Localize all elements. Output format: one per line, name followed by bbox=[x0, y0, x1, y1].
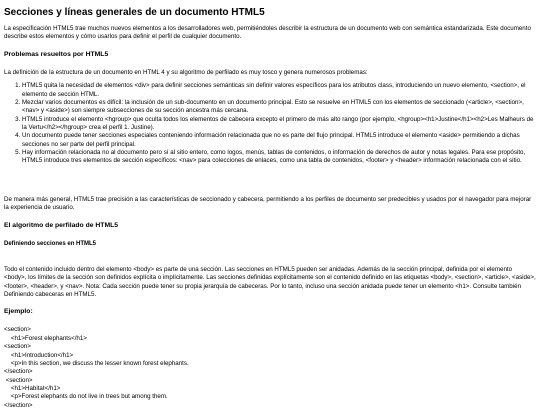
algorithm-body: Todo el contenido incluido dentro del elemento <body> es parte de una sección. Las secciones en HTML5 pueden ser anidadas. Además de la sección principal, definida por el elemento <body>, los límites de la sección son definidos explícita o implícitamente. Las secciones definidas explícitamente son el contenido definido en las etiquetas <body>, <section>, <article>, <aside>, <footer>, <header>, y <nav>. Nota: Cada sección puede tener su propia jerarquía de cabeceras. Por lo tanto, incluso una sección anidada puede tener un elemento <h1>. Consulte también Definiendo cabeceras en HTML5. bbox=[4, 265, 536, 298]
problems-lead: La definición de la estructura de un documento en HTML 4 y su algoritmo de perfilado es muy tosco y genera numerosos problemas: bbox=[4, 68, 368, 76]
list-item: 4. Un documento puede tener secciones especiales conteniendo información relacionada que no es parte del flujo principal. HTML5 introduce el elemento <aside> permitiendo a dichas secciones no ser parte del perfil principal. bbox=[22, 132, 536, 149]
code-example bbox=[4, 326, 536, 410]
list-item: 5. Hay información relacionada no al documento pero sí al sitio entero, como logos, menús, tablas de contenidos, o información de derechos de autor y notas legales. Para ese propósito, HTML5 introduce tres elementos de sección específicos: <nav> para colecciones de enlaces, como una tabla de contenidos, <footer> y <header> información relacionada con el sitio. bbox=[22, 149, 536, 166]
algorithm-subheading: Definiendo secciones en HTML5 bbox=[4, 240, 97, 247]
code-text: <section> <h1>Forest elephants</h1> <section> <h1>Introduction</h1> <p>In this section, we discuss the lesser known forest elephants. </section> <section> <h1>Habitat</h1> <p>Forest elephants do not live in trees but among them. </section> bbox=[4, 326, 189, 409]
problems-closing: De manera más general, HTML5 trae precisión a las características de seccionado y cabecera, permitiendo a los perfiles de documento ser predecibles y usados por el navegador para mejorar la experiencia de usuario. bbox=[4, 195, 532, 212]
list-item: 2. Mezclar varios documentos es difícil: la inclusión de un sub-documento en un documento principal. Esto se resuelve en HTML5 con los elementos de seccionado (<article>, <section>, <nav> y <aside>) son siempre subsecciones de su sección ancestra más cercana. bbox=[22, 99, 536, 116]
algorithm-heading: El algoritmo de perfilado de HTML5 bbox=[4, 221, 119, 229]
list-item: 1. HTML5 quita la necesidad de elementos <div> para definir secciones semánticas sin definir valores específicos para los atributos class, introduciendo un nuevo elemento, <section>, el elemento de sección HTML. bbox=[22, 82, 536, 99]
page-title: Secciones y líneas generales de un documento HTML5 bbox=[4, 7, 265, 18]
problems-list bbox=[4, 82, 536, 166]
problems-heading: Problemas resueltos por HTML5 bbox=[4, 50, 109, 58]
example-heading: Ejemplo: bbox=[4, 308, 33, 316]
intro-paragraph: La especificación HTML5 trae muchos nuevos elementos a los desarrolladores web, permitiéndoles describir la estructura de un documento web con semántica estandarizada. Este documento describe estos elementos y cómo usarlos para definir el perfil de cualquier documento. bbox=[4, 25, 531, 41]
list-item: 3. HTML5 introduce el elemento <hgroup> que oculta todos los elementos de cabecera excepto el primero de más alto rango (por ejemplo, <hgroup><h1>Justine</h1><h2>Les Malheurs de la Vertu</h2></hgroup> crea el perfil 1. Justine). bbox=[22, 116, 536, 133]
